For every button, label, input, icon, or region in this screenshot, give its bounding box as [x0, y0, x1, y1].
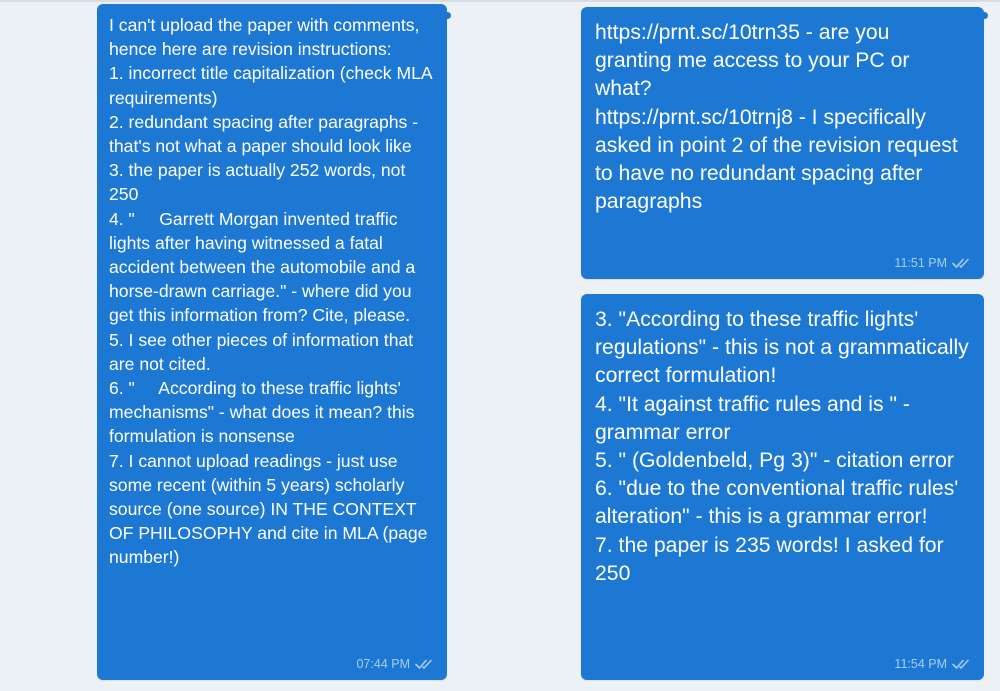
message-meta — [894, 657, 972, 671]
double-check-icon — [952, 257, 972, 269]
message-time: 11:54 PM — [894, 657, 947, 671]
message-bubble-revision-instructions[interactable] — [97, 4, 447, 680]
message-time: 11:51 PM — [894, 256, 947, 270]
message-text: 3. "According to these traffic lights' regulations" - this is not a grammatically correct formulation! 4. "It against traffic rules and is " - grammar error 5. " (Goldenbeld, Pg 3)" - citation error 6. "due to the conventional traffic rules' alteration" - this is a grammar error! 7. the paper is 235 words! I asked for 250 — [595, 308, 969, 585]
message-text: https://prnt.sc/10trn35 - are you granting me access to your PC or what? https://prnt.sc/10trnj8 - I specifically asked in point 2 of the revision request to have no redundant spacing after paragraphs — [595, 21, 958, 214]
top-divider — [0, 0, 1000, 2]
message-bubble-grammar-errors[interactable] — [581, 294, 984, 680]
message-meta — [356, 657, 435, 671]
message-text: I can't upload the paper with comments, hence here are revision instructions: 1. incorrect title capitalization (check MLA requirements) 2. redundant spacing after paragraphs - that's not what a paper should look like 3. the paper is actually 252 words, not 250 4. " Garrett Morgan invented traffic lights after having witnessed a fatal accident between the automobile and a horse-drawn carriage." - where did you get this information from? Cite, please. 5. I see other pieces of information that are not cited. 6. " According to these traffic lights' mechanisms" - what does it mean? this formulation is nonsense 7. I cannot upload readings - just use some recent (within 5 years) scholarly source (one source) IN THE CONTEXT OF PHILOSOPHY and cite in MLA (page number!) — [109, 15, 432, 568]
message-time: 07:44 PM — [356, 657, 410, 671]
message-meta — [894, 256, 972, 270]
double-check-icon — [952, 658, 972, 670]
message-bubble-links[interactable] — [581, 7, 984, 279]
double-check-icon — [415, 658, 435, 670]
